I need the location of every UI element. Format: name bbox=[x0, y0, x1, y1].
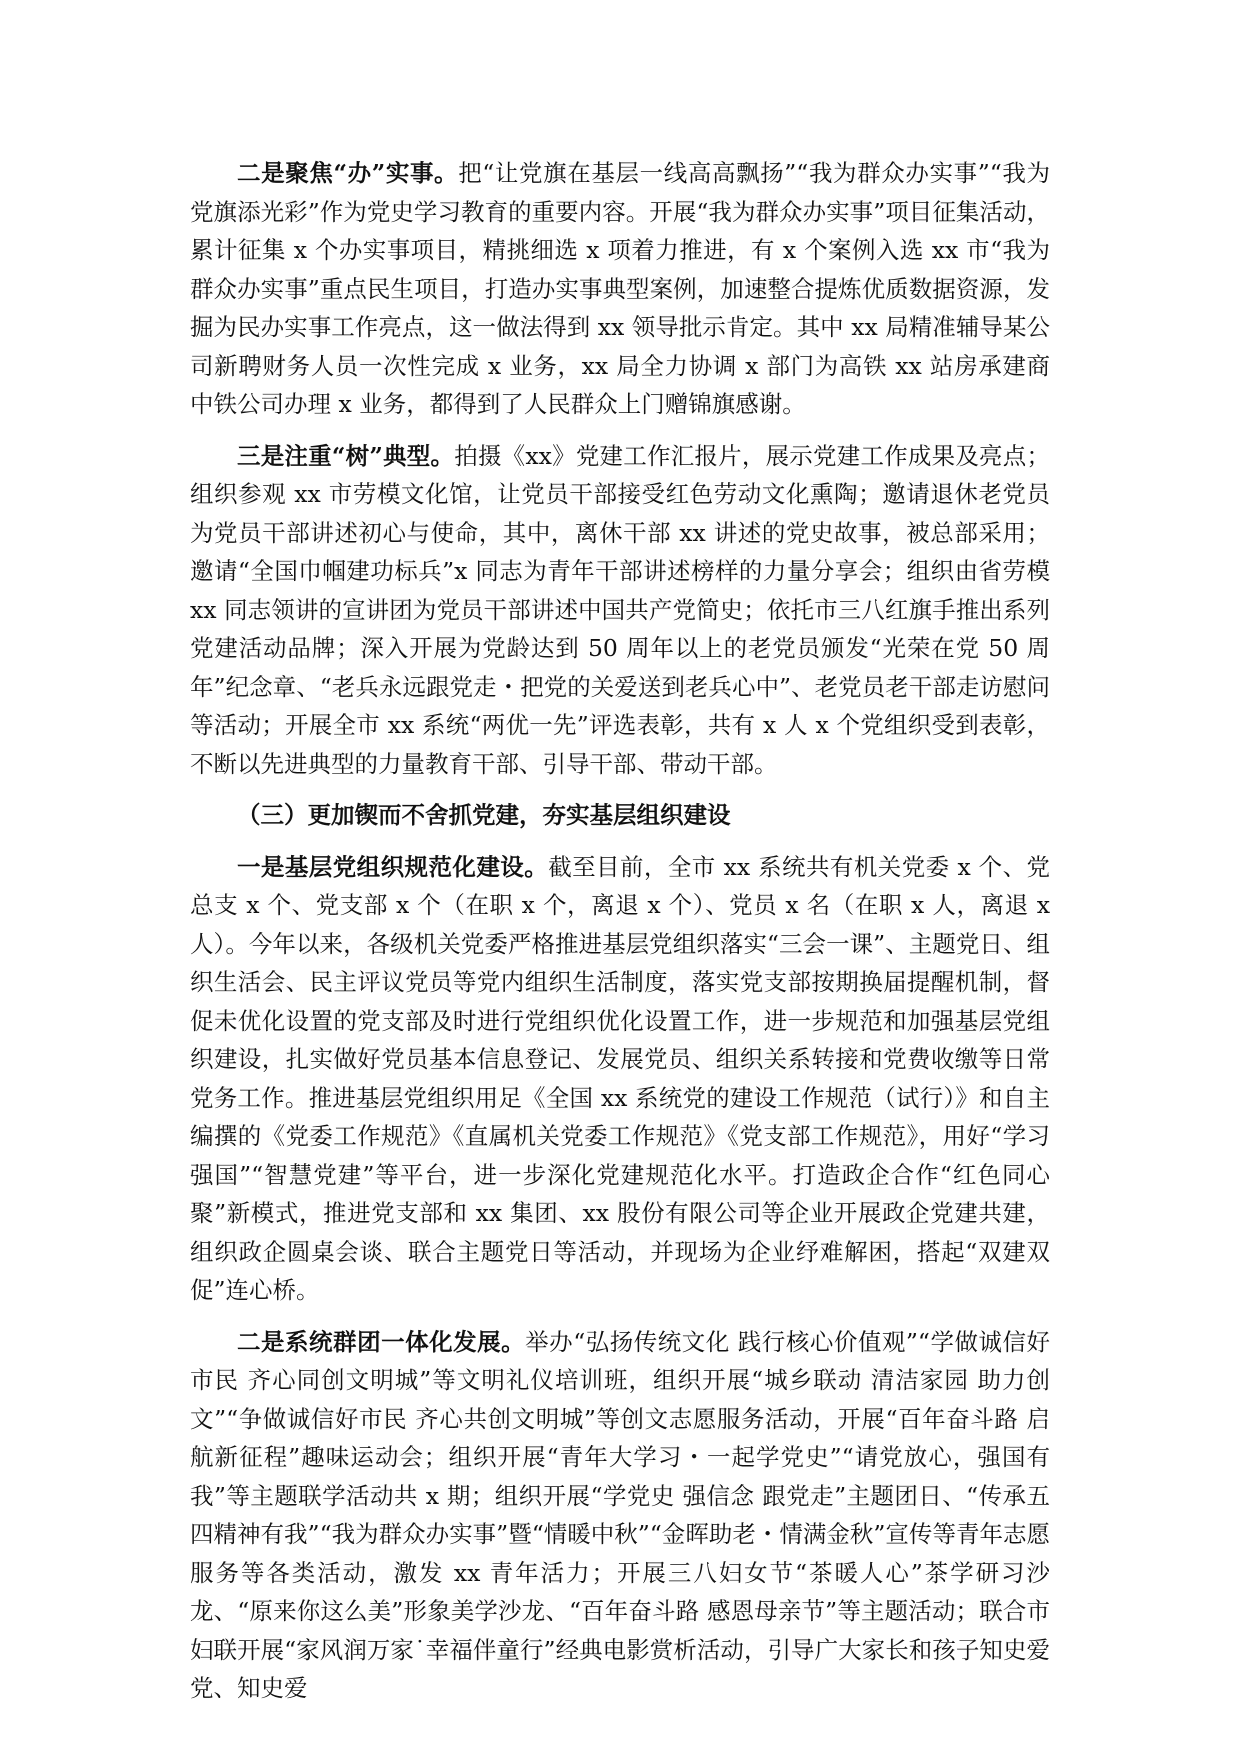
paragraph-lead: 三是注重“树”典型。 bbox=[237, 441, 455, 470]
paragraph-lead: 二是系统群团一体化发展。 bbox=[237, 1327, 526, 1356]
paragraph-lead: 二是聚焦“办”实事。 bbox=[237, 159, 459, 187]
paragraph-text: 拍摄《xx》党建工作汇报片，展示党建工作成果及亮点；组织参观 xx 市劳模文化馆，让党员干部接受红色劳动文化熏陶；邀请退休老党员为党员干部讲述初心与使命，其中，离休干部 xx 讲述的党史故事，被总部采用；邀请“全国巾帼建功标兵”x 同志为青年干部讲述榜样的力量分享会；组织由省劳模 xx 同志领讲的宣讲团为党员干部讲述中国共产党简史；依托市三八红旗手推出系列党建活动品牌；深入开展为党龄达到 50 周年以上的老党员颁发“光荣在党 50 周年”纪念章、“老兵永远跟党走・把党的关爱送到老兵心中”、老党员老干部走访慰问等活动；开展全市 xx 系统“两优一先”评选表彰，共有 x 人 x 个党组织受到表彰，不断以先进典型的力量教育干部、引导干部、带动干部。 bbox=[190, 441, 1050, 778]
paragraph-standardization bbox=[190, 848, 1050, 1310]
section-heading: （三）更加锲而不舍抓党建，夯实基层组织建设 bbox=[237, 801, 731, 829]
paragraph-mass-organizations bbox=[190, 1323, 1050, 1708]
paragraph-lead: 一是基层党组织规范化建设。 bbox=[237, 852, 549, 881]
document-body bbox=[190, 154, 1050, 1721]
paragraph-models bbox=[190, 437, 1050, 784]
paragraph-text: 截至目前，全市 xx 系统共有机关党委 x 个、党总支 x 个、党支部 x 个（在职 x 个，离退 x 个）、党员 x 名（在职 x 人，离退 x 人）。今年以来，各级机关党委严格推进基层党组织落实“三会一课”、主题党日、组织生活会、民主评议党员等党内组织生活制度，落实党支部按期换届提醒机制，督促未优化设置的党支部及时进行党组织优化设置工作，进一步规范和加强基层党组织建设，扎实做好党员基本信息登记、发展党员、组织关系转接和党费收缴等日常党务工作。推进基层党组织用足《全国 xx 系统党的建设工作规范（试行）》和自主编撰的《党委工作规范》《直属机关党委工作规范》《党支部工作规范》，用好“学习强国”“智慧党建”等平台，进一步深化党建规范化水平。打造政企合作“红色同心聚”新模式，推进党支部和 xx 集团、xx 股份有限公司等企业开展政企党建共建，组织政企圆桌会谈、联合主题党日等活动，并现场为企业纾难解困，搭起“双建双促”连心桥。 bbox=[190, 852, 1051, 1304]
paragraph-text: 举办“弘扬传统文化 践行核心价值观”“学做诚信好市民 齐心同创文明城”等文明礼仪培训班，组织开展“城乡联动 清洁家园 助力创文”“争做诚信好市民 齐心共创文明城”等创文志愿服务活动，开展“百年奋斗路 启航新征程”趣味运动会；组织开展“青年大学习・一起学党史”“请党放心，强国有我”等主题联学活动共 x 期；组织开展“学党史 强信念 跟党走”主题团日、“传承五四精神有我”“我为群众办实事”暨“情暖中秋”“金晖助老・情满金秋”宣传等青年志愿服务等各类活动，激发 xx 青年活力；开展三八妇女节“茶暖人心”茶学研习沙龙、“原来你这么美”形象美学沙龙、“百年奋斗路 感恩母亲节”等主题活动；联合市妇联开展“家风润万家˙幸福伴童行”经典电影赏析活动，引导广大家长和孩子知史爱党、知史爱 bbox=[190, 1327, 1050, 1702]
paragraph-focus-on-deeds bbox=[190, 154, 1050, 424]
paragraph-text: 把“让党旗在基层一线高高飘扬”“我为群众办实事”“我为党旗添光彩”作为党史学习教育的重要内容。开展“我为群众办实事”项目征集活动，累计征集 x 个办实事项目，精挑细选 x 项着力推进，有 x 个案例入选 xx 市“我为群众办实事”重点民生项目，打造办实事典型案例，加速整合提炼优质数据资源，发掘为民办实事工作亮点，这一做法得到 xx 领导批示肯定。其中 xx 局精准辅导某公司新聘财务人员一次性完成 x 业务，xx 局全力协调 x 部门为高铁 xx 站房承建商中铁公司办理 x 业务，都得到了人民群众上门赠锦旗感谢。 bbox=[190, 159, 1050, 418]
